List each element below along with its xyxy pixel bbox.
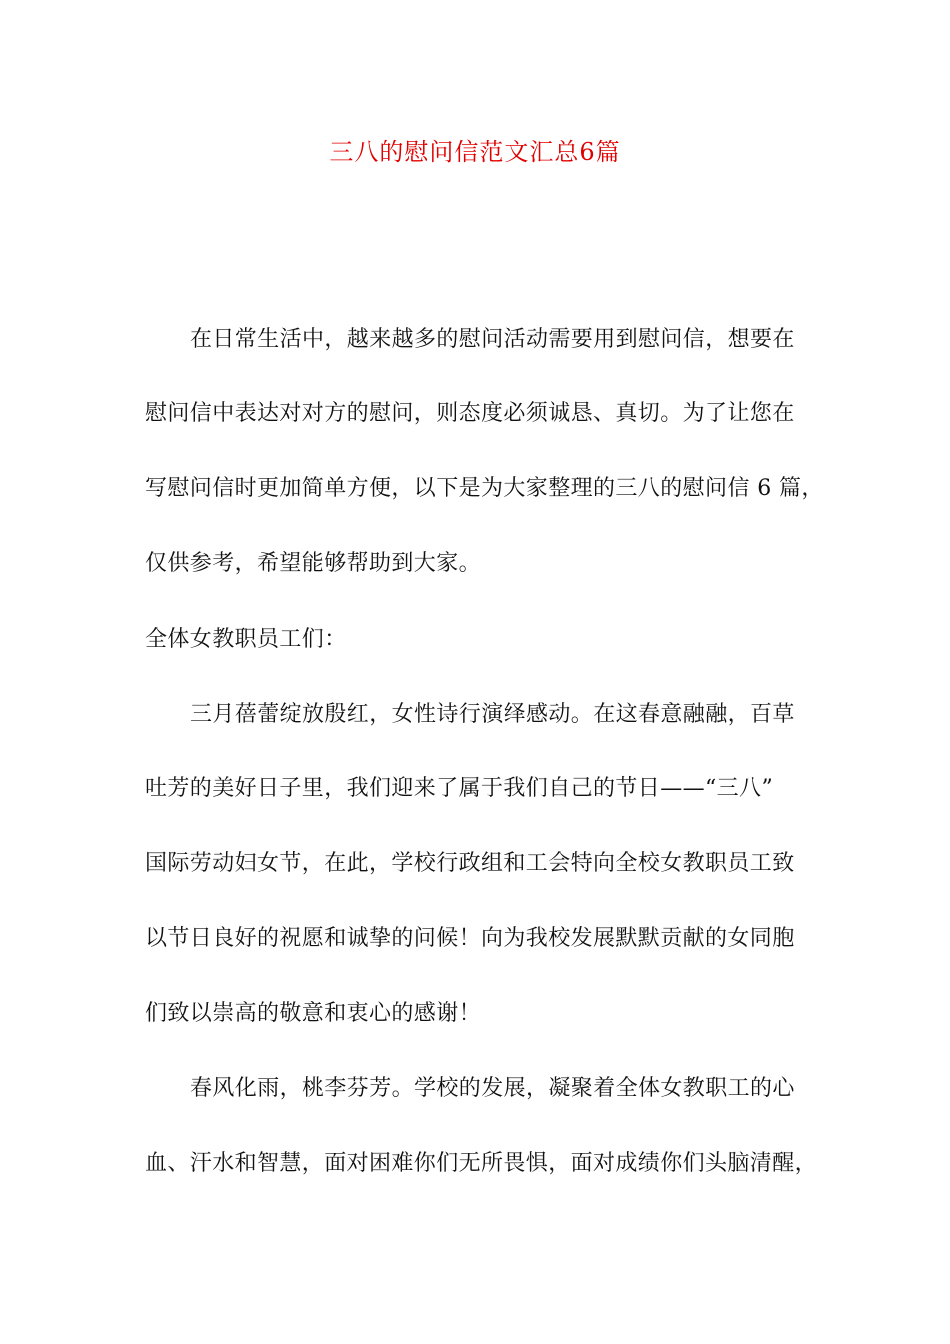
paragraph-line: 国际劳动妇女节，在此，学校行政组和工会特向全校女教职员工致 bbox=[145, 851, 795, 876]
paragraph-line: 在日常生活中，越来越多的慰问活动需要用到慰问信，想要在 bbox=[190, 327, 795, 352]
paragraph-line: 三月蓓蕾绽放殷红，女性诗行演绎感动。在这春意融融，百草 bbox=[190, 702, 795, 727]
paragraph-line: 血、汗水和智慧，面对困难你们无所畏惧，面对成绩你们头脑清醒， bbox=[145, 1151, 818, 1176]
paragraph-line: 慰问信中表达对对方的慰问，则态度必须诚恳、真切。为了让您在 bbox=[145, 401, 795, 426]
paragraph-line: 写慰问信时更加简单方便，以下是为大家整理的三八的慰问信 6 篇， bbox=[145, 476, 824, 501]
paragraph-line: 吐芳的美好日子里，我们迎来了属于我们自己的节日——“三八” bbox=[145, 776, 774, 801]
paragraph-line: 春风化雨，桃李芬芳。学校的发展，凝聚着全体女教职工的心 bbox=[190, 1076, 795, 1101]
paragraph-line: 仅供参考，希望能够帮助到大家。 bbox=[145, 551, 482, 576]
salutation-line: 全体女教职员工们： bbox=[145, 627, 347, 652]
paragraph-line: 们致以崇高的敬意和衷心的感谢！ bbox=[145, 1001, 482, 1026]
paragraph-line: 以节日良好的祝愿和诚挚的问候！向为我校发展默默贡献的女同胞 bbox=[145, 926, 795, 951]
document-title: 三八的慰问信范文汇总6篇 bbox=[329, 138, 621, 166]
